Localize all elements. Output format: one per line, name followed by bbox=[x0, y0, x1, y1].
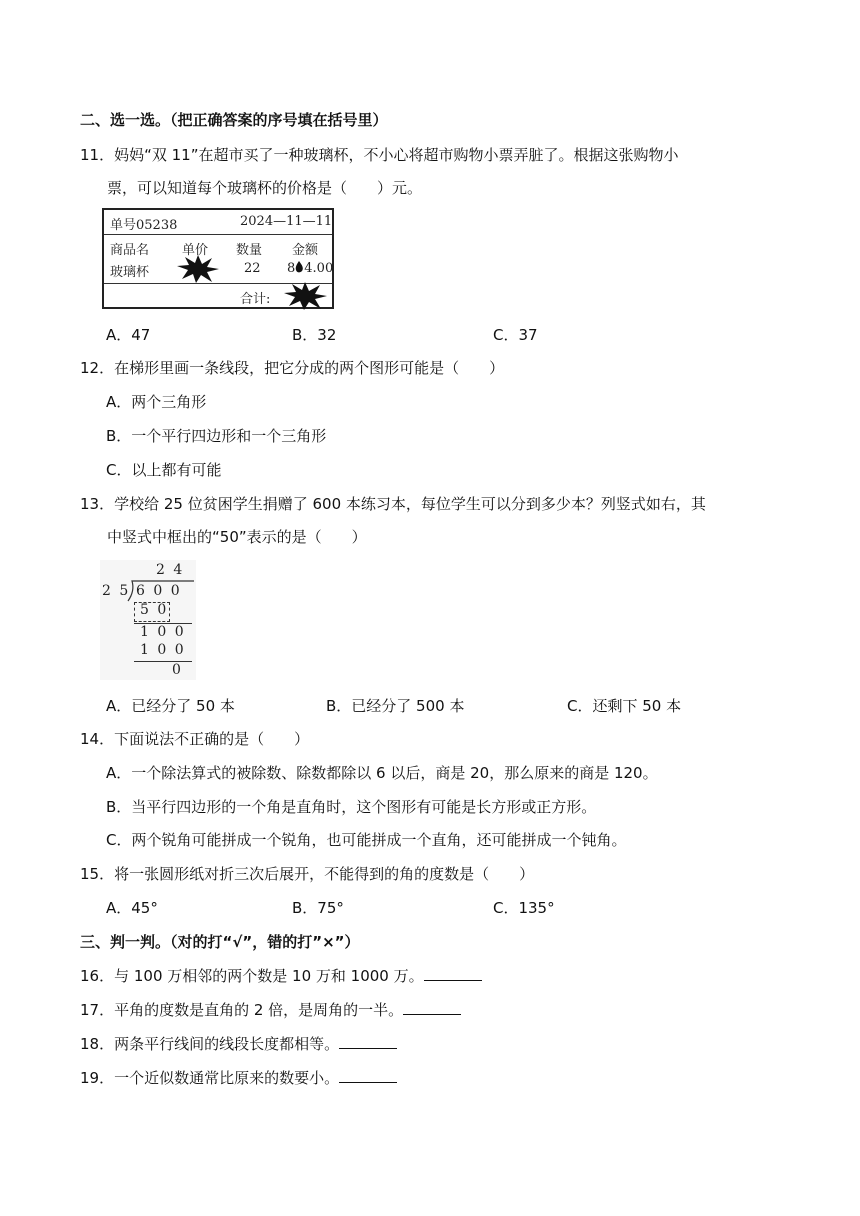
receipt-header-price: 单价 bbox=[182, 243, 209, 258]
division-step1: 5 0 bbox=[140, 602, 169, 618]
q15-option-c: C．135° bbox=[493, 899, 555, 917]
ink-stain-price-icon bbox=[176, 254, 220, 284]
q14-stem: 14．下面说法不正确的是（ ） bbox=[80, 730, 310, 748]
receipt-item-name: 玻璃杯 bbox=[110, 265, 150, 280]
division-quotient: 2 4 bbox=[156, 562, 185, 578]
section-2-title: 二、选一选。（把正确答案的序号填在括号里） bbox=[80, 111, 388, 129]
division-rule bbox=[134, 661, 192, 662]
judge-item bbox=[80, 1068, 397, 1088]
q12-option-a: A．两个三角形 bbox=[106, 393, 207, 411]
judge-item-text: 19．一个近似数通常比原来的数要小。 bbox=[80, 1069, 340, 1087]
q14-option-a: A．一个除法算式的被除数、除数都除以 6 以后，商是 20，那么原来的商是 120。 bbox=[106, 764, 658, 782]
q11-stem-line1: 11．妈妈“双 11”在超市买了一种玻璃杯，不小心将超市购物小票弄脏了。根据这张购物小 bbox=[80, 146, 679, 164]
q13-option-a: A．已经分了 50 本 bbox=[106, 697, 235, 715]
judge-item-text: 18．两条平行线间的线段长度都相等。 bbox=[80, 1035, 340, 1053]
answer-blank[interactable] bbox=[339, 1034, 397, 1049]
q13-stem-line1: 13．学校给 25 位贫困学生捐赠了 600 本练习本，每位学生可以分到多少本？列竖式如右，其 bbox=[80, 495, 706, 513]
q13-option-c: C．还剩下 50 本 bbox=[567, 697, 682, 715]
division-divisor: 2 5 bbox=[102, 583, 131, 599]
receipt-item-qty: 22 bbox=[244, 261, 261, 276]
receipt-divider bbox=[104, 234, 332, 235]
q12-stem: 12．在梯形里画一条线段，把它分成的两个图形可能是（ ） bbox=[80, 359, 505, 377]
q13-option-b: B．已经分了 500 本 bbox=[326, 697, 465, 715]
answer-blank[interactable] bbox=[403, 1000, 461, 1015]
section-3-title: 三、判一判。（对的打“√”，错的打”×”） bbox=[80, 933, 360, 951]
division-step3: 1 0 0 bbox=[140, 642, 186, 658]
division-dividend: 6 0 0 bbox=[136, 583, 182, 599]
receipt-total-label: 合计: bbox=[240, 292, 271, 307]
receipt-header-qty: 数量 bbox=[236, 243, 263, 258]
q12-option-b: B．一个平行四边形和一个三角形 bbox=[106, 427, 327, 445]
receipt-order-no: 单号05238 bbox=[110, 218, 178, 233]
receipt-figure bbox=[102, 208, 334, 309]
q11-stem-line2: 票，可以知道每个玻璃杯的价格是（ ）元。 bbox=[107, 179, 423, 197]
receipt-header-item: 商品名 bbox=[110, 243, 150, 258]
q11-option-b: B．32 bbox=[292, 326, 337, 344]
receipt-header-amount: 金额 bbox=[292, 243, 319, 258]
q13-stem-line2: 中竖式中框出的“50”表示的是（ ） bbox=[107, 528, 367, 546]
judge-item bbox=[80, 1034, 397, 1054]
judge-item bbox=[80, 966, 482, 986]
q15-stem: 15．将一张圆形纸对折三次后展开，不能得到的角的度数是（ ） bbox=[80, 865, 535, 883]
q12-option-c: C．以上都有可能 bbox=[106, 461, 222, 479]
q15-option-a: A．45° bbox=[106, 899, 158, 917]
division-remainder: 0 bbox=[172, 662, 183, 678]
ink-stain-total-icon bbox=[284, 282, 328, 310]
q14-option-b: B．当平行四边形的一个角是直角时，这个图形有可能是长方形或正方形。 bbox=[106, 798, 597, 816]
answer-blank[interactable] bbox=[339, 1068, 397, 1083]
answer-blank[interactable] bbox=[424, 966, 482, 981]
receipt-item-amount bbox=[287, 261, 333, 276]
division-step2: 1 0 0 bbox=[140, 624, 186, 640]
q11-option-c: C．37 bbox=[493, 326, 538, 344]
q11-option-a: A．47 bbox=[106, 326, 151, 344]
judge-item-text: 17．平角的度数是直角的 2 倍，是周角的一半。 bbox=[80, 1001, 404, 1019]
long-division-figure bbox=[100, 560, 196, 680]
receipt-amount-right: 4.00 bbox=[304, 261, 334, 276]
judge-item bbox=[80, 1000, 461, 1020]
receipt-amount-left: 8 bbox=[287, 261, 296, 276]
receipt-date: 2024—11—11 bbox=[240, 214, 333, 229]
q14-option-c: C．两个锐角可能拼成一个锐角，也可能拼成一个直角，还可能拼成一个钝角。 bbox=[106, 831, 627, 849]
q15-option-b: B．75° bbox=[292, 899, 344, 917]
ink-blot-digit-icon bbox=[295, 261, 304, 273]
judge-item-text: 16．与 100 万相邻的两个数是 10 万和 1000 万。 bbox=[80, 967, 424, 985]
